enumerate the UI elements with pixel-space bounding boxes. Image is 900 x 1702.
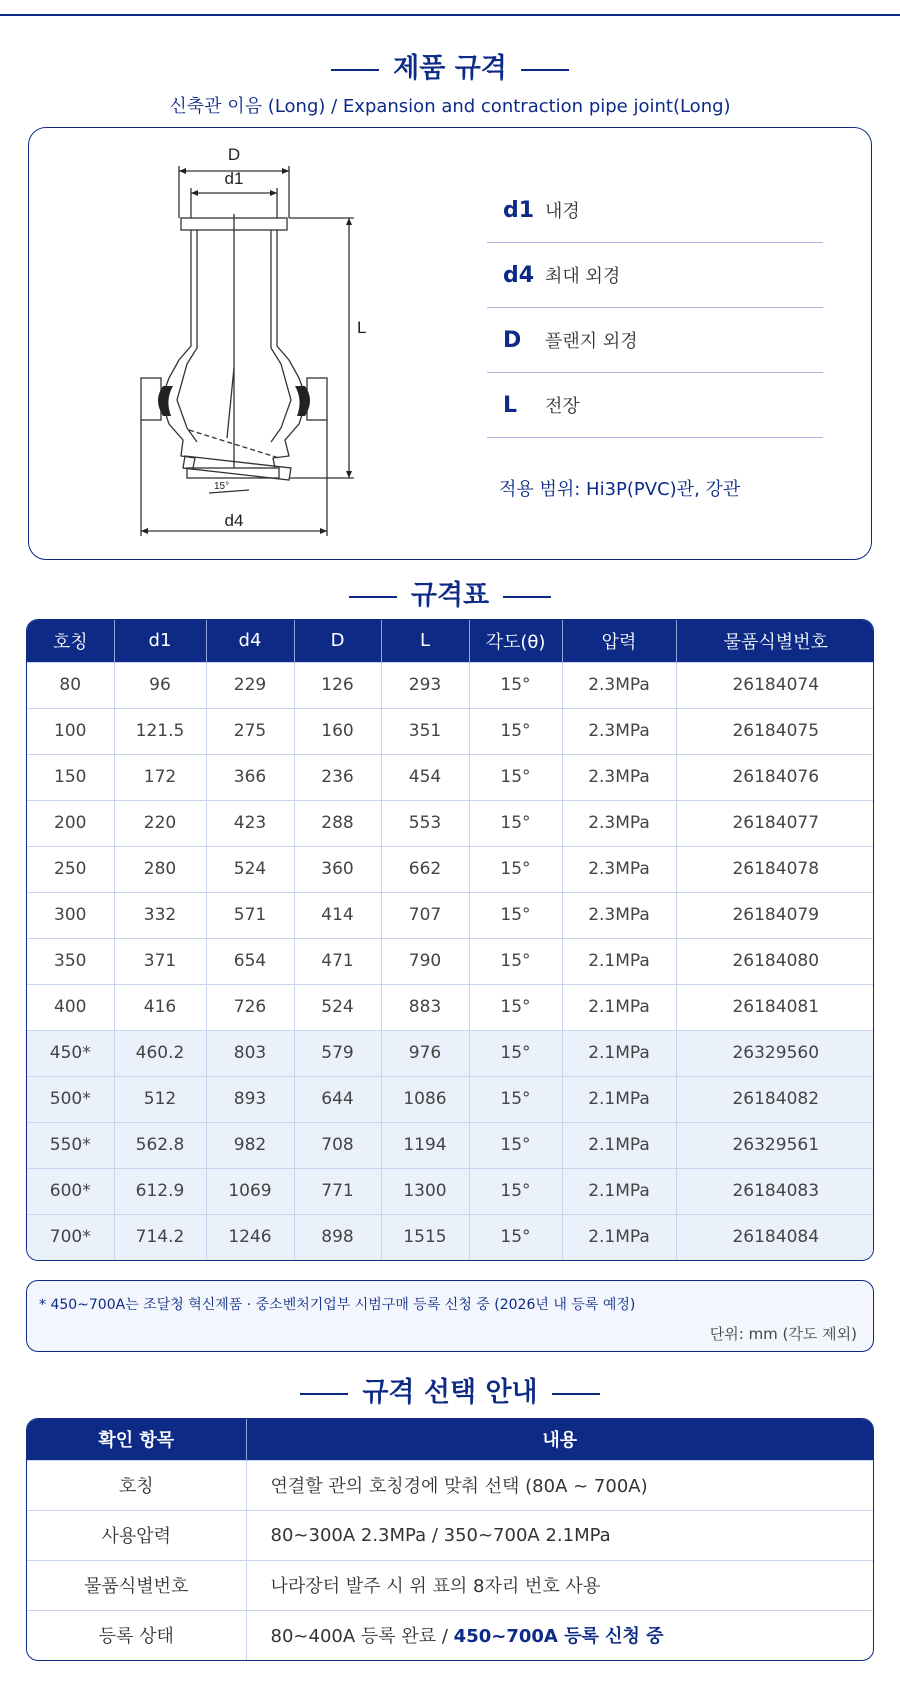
table-cell: 15° <box>469 708 562 754</box>
header-cell: 호칭 <box>27 620 114 662</box>
table-row <box>27 662 874 708</box>
table-cell: 2.3MPa <box>562 754 676 800</box>
table-cell: 15° <box>469 662 562 708</box>
table-row <box>27 1214 874 1260</box>
legend-symbol: d4 <box>503 262 535 288</box>
table-cell: 275 <box>206 708 294 754</box>
guide-item: 사용압력 <box>27 1510 246 1560</box>
title-dash-right <box>521 69 569 71</box>
table-cell: 200 <box>27 800 114 846</box>
spec-table <box>27 620 874 1260</box>
table-cell: 15° <box>469 1168 562 1214</box>
table-cell: 2.1MPa <box>562 1030 676 1076</box>
table-cell: 500* <box>27 1076 114 1122</box>
legend-desc: 최대 외경 <box>545 266 621 287</box>
table-cell: 26184074 <box>676 662 874 708</box>
table-cell: 726 <box>206 984 294 1030</box>
table-row <box>27 1030 874 1076</box>
table-cell: 2.3MPa <box>562 846 676 892</box>
header-cell: 확인 항목 <box>27 1419 246 1460</box>
table-cell: 26184082 <box>676 1076 874 1122</box>
table-cell: 612.9 <box>114 1168 206 1214</box>
header-cell: 내용 <box>246 1419 873 1460</box>
spec-table-title: 규격표 <box>0 573 900 612</box>
legend-symbol: L <box>503 392 518 418</box>
table-cell: 2.1MPa <box>562 938 676 984</box>
legend-row <box>487 373 823 438</box>
table-cell: 360 <box>294 846 381 892</box>
table-cell: 100 <box>27 708 114 754</box>
product-spec-title: 제품 규격 <box>0 46 900 85</box>
guide-content: 80~300A 2.3MPa / 350~700A 2.1MPa <box>246 1510 873 1560</box>
table-cell: 366 <box>206 754 294 800</box>
table-cell: 121.5 <box>114 708 206 754</box>
table-cell: 26184076 <box>676 754 874 800</box>
table-cell: 250 <box>27 846 114 892</box>
table-cell: 15° <box>469 892 562 938</box>
table-cell: 714.2 <box>114 1214 206 1260</box>
table-cell: 2.3MPa <box>562 892 676 938</box>
registration-note: * 450~700A는 조달청 혁신제품 · 중소벤처기업부 시범구매 등록 신청 중 (2026년 내 등록 예정) <box>39 1297 636 1313</box>
table-cell: 416 <box>114 984 206 1030</box>
title-dash-right <box>552 1393 600 1395</box>
table-cell: 471 <box>294 938 381 984</box>
table-cell: 524 <box>206 846 294 892</box>
table-cell: 236 <box>294 754 381 800</box>
table-cell: 15° <box>469 1214 562 1260</box>
label-L: L <box>357 318 367 337</box>
diagram-panel <box>28 127 872 560</box>
table-cell: 883 <box>381 984 469 1030</box>
table-row <box>27 1560 873 1610</box>
header-cell: d1 <box>114 620 206 662</box>
table-cell: 300 <box>27 892 114 938</box>
table-row <box>27 1610 873 1660</box>
table-cell: 450* <box>27 1030 114 1076</box>
table-row <box>27 846 874 892</box>
table-cell: 2.3MPa <box>562 708 676 754</box>
table-cell: 708 <box>294 1122 381 1168</box>
table-cell: 562.8 <box>114 1122 206 1168</box>
title-dash-left <box>300 1393 348 1395</box>
table-cell: 229 <box>206 662 294 708</box>
table-cell: 1069 <box>206 1168 294 1214</box>
guide-item: 물품식별번호 <box>27 1560 246 1610</box>
table-cell: 1515 <box>381 1214 469 1260</box>
table-cell: 414 <box>294 892 381 938</box>
table-cell: 126 <box>294 662 381 708</box>
guide-item: 호칭 <box>27 1460 246 1510</box>
legend-symbol: D <box>503 327 522 353</box>
table-cell: 460.2 <box>114 1030 206 1076</box>
table-cell: 371 <box>114 938 206 984</box>
table-row <box>27 1168 874 1214</box>
table-cell: 550* <box>27 1122 114 1168</box>
table-cell: 893 <box>206 1076 294 1122</box>
table-cell: 26184084 <box>676 1214 874 1260</box>
table-cell: 654 <box>206 938 294 984</box>
table-cell: 15° <box>469 1076 562 1122</box>
table-row <box>27 800 874 846</box>
table-row <box>27 708 874 754</box>
table-cell: 172 <box>114 754 206 800</box>
table-cell: 1246 <box>206 1214 294 1260</box>
table-cell: 1300 <box>381 1168 469 1214</box>
label-d4: d4 <box>224 511 244 530</box>
table-row <box>27 1076 874 1122</box>
table-row <box>27 1510 873 1560</box>
table-cell: 220 <box>114 800 206 846</box>
registration-status-emphasis: 450~700A 등록 신청 중 <box>453 1626 664 1648</box>
table-cell: 771 <box>294 1168 381 1214</box>
table-cell: 96 <box>114 662 206 708</box>
table-cell: 26184078 <box>676 846 874 892</box>
guide-table-container <box>26 1418 874 1661</box>
table-cell: 707 <box>381 892 469 938</box>
table-cell: 579 <box>294 1030 381 1076</box>
table-cell: 1194 <box>381 1122 469 1168</box>
table-row <box>27 984 874 1030</box>
legend-symbol: d1 <box>503 197 535 223</box>
note-panel <box>26 1280 874 1352</box>
table-cell: 803 <box>206 1030 294 1076</box>
table-cell: 15° <box>469 938 562 984</box>
dimension-legend <box>487 178 823 438</box>
table-cell: 2.1MPa <box>562 1168 676 1214</box>
table-cell: 26329560 <box>676 1030 874 1076</box>
table-cell: 600* <box>27 1168 114 1214</box>
table-cell: 423 <box>206 800 294 846</box>
unit-note: 단위: mm (각도 제외) <box>709 1325 857 1343</box>
table-cell: 512 <box>114 1076 206 1122</box>
product-subtitle: 신축관 이음 (Long) / Expansion and contraction pipe joint(Long) <box>169 96 731 117</box>
guide-item: 등록 상태 <box>27 1610 246 1660</box>
table-cell: 644 <box>294 1076 381 1122</box>
table-cell: 571 <box>206 892 294 938</box>
table-cell: 2.1MPa <box>562 1214 676 1260</box>
top-rule <box>0 14 900 16</box>
table-cell: 898 <box>294 1214 381 1260</box>
table-cell: 790 <box>381 938 469 984</box>
guide-content: 연결할 관의 호칭경에 맞춰 선택 (80A ~ 700A) <box>246 1460 873 1510</box>
table-cell: 15° <box>469 754 562 800</box>
label-angle: 15° <box>214 481 230 492</box>
table-header-row <box>27 1419 873 1460</box>
table-cell: 26184083 <box>676 1168 874 1214</box>
table-cell: 15° <box>469 800 562 846</box>
table-cell: 553 <box>381 800 469 846</box>
table-cell: 662 <box>381 846 469 892</box>
header-cell: 물품식별번호 <box>676 620 874 662</box>
table-cell: 15° <box>469 1122 562 1168</box>
table-row <box>27 754 874 800</box>
selection-guide-title: 규격 선택 안내 <box>0 1370 900 1409</box>
table-cell: 524 <box>294 984 381 1030</box>
table-cell: 80 <box>27 662 114 708</box>
applicable-range: 적용 범위: Hi3P(PVC)관, 강관 <box>499 479 741 500</box>
header-cell: D <box>294 620 381 662</box>
table-row <box>27 892 874 938</box>
title-dash-left <box>331 69 379 71</box>
table-cell: 26184081 <box>676 984 874 1030</box>
table-cell: 2.3MPa <box>562 662 676 708</box>
table-cell: 293 <box>381 662 469 708</box>
header-cell: L <box>381 620 469 662</box>
table-row <box>27 938 874 984</box>
header-cell: 압력 <box>562 620 676 662</box>
table-cell: 288 <box>294 800 381 846</box>
guide-content: 나라장터 발주 시 위 표의 8자리 번호 사용 <box>246 1560 873 1610</box>
table-cell: 26184077 <box>676 800 874 846</box>
label-D: D <box>227 145 241 164</box>
legend-row <box>487 308 823 373</box>
table-cell: 160 <box>294 708 381 754</box>
table-cell: 400 <box>27 984 114 1030</box>
legend-row <box>487 178 823 243</box>
table-cell: 26329561 <box>676 1122 874 1168</box>
table-cell: 2.1MPa <box>562 1076 676 1122</box>
table-cell: 280 <box>114 846 206 892</box>
label-d1: d1 <box>224 169 244 188</box>
guide-table <box>27 1419 873 1660</box>
table-cell: 2.1MPa <box>562 1122 676 1168</box>
table-cell: 26184079 <box>676 892 874 938</box>
table-cell: 15° <box>469 846 562 892</box>
table-cell: 976 <box>381 1030 469 1076</box>
spec-table-container <box>26 619 874 1261</box>
legend-desc: 전장 <box>545 396 580 417</box>
table-cell: 700* <box>27 1214 114 1260</box>
legend-desc: 내경 <box>545 201 580 222</box>
table-cell: 350 <box>27 938 114 984</box>
header-cell: d4 <box>206 620 294 662</box>
legend-row <box>487 243 823 308</box>
pipe-joint-drawing <box>139 138 439 548</box>
legend-desc: 플랜지 외경 <box>545 331 638 352</box>
table-cell: 150 <box>27 754 114 800</box>
table-row <box>27 1460 873 1510</box>
table-cell: 2.1MPa <box>562 984 676 1030</box>
title-dash-right <box>503 596 551 598</box>
table-cell: 15° <box>469 1030 562 1076</box>
table-cell: 332 <box>114 892 206 938</box>
table-row <box>27 1122 874 1168</box>
table-cell: 454 <box>381 754 469 800</box>
table-cell: 982 <box>206 1122 294 1168</box>
table-cell: 2.3MPa <box>562 800 676 846</box>
table-cell: 1086 <box>381 1076 469 1122</box>
table-header-row <box>27 620 874 662</box>
title-dash-left <box>349 596 397 598</box>
table-cell: 351 <box>381 708 469 754</box>
table-cell: 26184075 <box>676 708 874 754</box>
header-cell: 각도(θ) <box>469 620 562 662</box>
table-cell: 15° <box>469 984 562 1030</box>
guide-content: 80~400A 등록 완료 / 450~700A 등록 신청 중 <box>246 1610 873 1660</box>
table-cell: 26184080 <box>676 938 874 984</box>
